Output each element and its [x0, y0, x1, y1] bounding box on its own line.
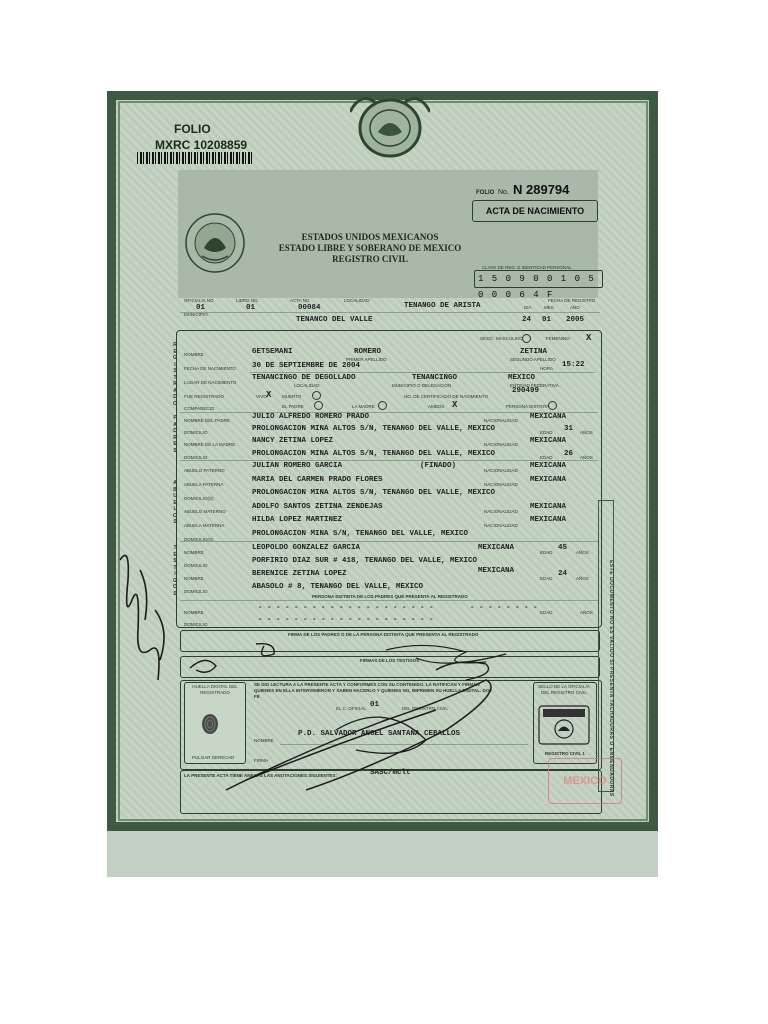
registrado-nombre: GETSEMANI: [252, 348, 293, 356]
municipio-value: TENANCO DEL VALLE: [296, 316, 373, 324]
vivo-label: VIVO: [256, 394, 267, 399]
nacionalidad-label: NACIONALIDAD: [484, 468, 518, 473]
persona-opt: PERSONA DISTINTA: [506, 404, 550, 409]
libro-label: LIBRO NO.: [236, 298, 259, 303]
municipio-label: MUNICIPIO: [184, 312, 208, 317]
oficial-nombre-label: NOMBRE: [254, 738, 274, 743]
lugar-nac-label: LUGAR DE NACIMIENTO: [184, 380, 237, 385]
padres-section-label: P A D R E S: [173, 415, 177, 454]
masculino-label: MASCULINO: [496, 336, 523, 341]
libro-value: 01: [246, 304, 256, 312]
clave-label: CLAVE DE REG. E IDENTIDAD PERSONAL: [482, 265, 572, 270]
anos-label: AÑOS: [576, 576, 589, 581]
ambos-mark: X: [452, 400, 458, 410]
nacionalidad-label: NACIONALIDAD: [484, 418, 518, 423]
divider: [180, 541, 598, 542]
acta-value: 00084: [298, 304, 321, 312]
testigo-nombre-label: NOMBRE: [184, 576, 204, 581]
nacionalidad-label: NACIONALIDAD: [484, 523, 518, 528]
national-seal-top: [350, 92, 430, 162]
ambos-opt: AMBOS: [428, 404, 445, 409]
lugar-entidad: MEXICO: [508, 374, 536, 382]
testigo2-edad: 24: [558, 570, 568, 578]
anos-label: AÑOS: [576, 550, 589, 555]
localidad-label: LOCALIDAD: [344, 298, 370, 303]
testigo2-nac: MEXICANA: [478, 567, 515, 575]
abuelo-materno-label: ABUELO MATERNO: [184, 509, 226, 514]
domicilios-label: DOMICILIO(S): [184, 496, 214, 501]
divider: [180, 600, 598, 601]
folio-no-label: No.: [498, 189, 509, 196]
abuelo-paterno-nac: MEXICANA: [530, 462, 567, 470]
padre-nombre: JULIO ALFREDO ROMERO PRADO: [252, 413, 370, 421]
testigo2-nombre: BERENICE ZETINA LOPEZ: [252, 570, 347, 578]
masculino-checkbox: [522, 334, 531, 343]
padre-domicilio: PROLONGACION MINA ALTOS S/N, TENANGO DEL VALLE, MEXICO: [252, 425, 496, 433]
divider: [180, 312, 600, 313]
abuela-materna-nac: MEXICANA: [530, 516, 567, 524]
abuela-materna-label: ABUELA MATERNA: [184, 523, 225, 528]
abuelo-materno-nac: MEXICANA: [530, 503, 567, 511]
country-title: ESTADOS UNIDOS MEXICANOS: [301, 232, 439, 242]
domicilio-label: DOMICILIO: [184, 455, 208, 460]
primer-apellido-label: PRIMER APELLIDO: [346, 357, 387, 362]
domicilio-maternos: PROLONGACION MINA S/N, TENANGO DEL VALLE, MEXICO: [252, 530, 469, 538]
persona-nombre-label: NOMBRE: [184, 610, 204, 615]
testigos-section-label: T E S T I G O S: [173, 545, 177, 597]
oficialia-label: OFICIALIA NO.: [184, 298, 215, 303]
persona-checkbox: [548, 401, 557, 410]
padre-opt: EL PADRE: [282, 404, 304, 409]
madre-opt: LA MADRE: [352, 404, 375, 409]
anotaciones-label: LA PRESENTE ACTA TIENE ANEXAS LAS ANOTACIONES SIGUIENTES:: [184, 773, 338, 778]
red-stamp: MEXICO: [548, 758, 622, 804]
registro-dia: 24: [522, 316, 532, 324]
domicilio-paternos: PROLONGACION MINA ALTOS S/N, TENANGO DEL VALLE, MEXICO: [252, 489, 496, 497]
abuelo-paterno-nota: (FINADO): [420, 462, 457, 470]
oficial-label: EL C. OFICIAL: [336, 706, 366, 711]
overlapping-signatures: [186, 640, 556, 800]
edad-label: EDAD: [540, 610, 553, 615]
abuelo-paterno-label: ABUELO PATERNO: [184, 468, 225, 473]
registro-mes: 01: [542, 316, 552, 324]
state-title: ESTADO LIBRE Y SOBERANO DE MEXICO: [278, 243, 462, 253]
registry-title: REGISTRO CIVIL: [332, 254, 408, 264]
divider: [180, 460, 598, 461]
divider: [250, 372, 595, 373]
mexican-coat-of-arms-icon: [184, 212, 246, 274]
fue-registrado-label: FUE REGISTRADO: [184, 394, 225, 399]
persona-nac-dashes: - - - - - - - -: [470, 604, 538, 612]
comparecio-label: COMPARECIO: [184, 406, 215, 411]
huella-label: HUELLA DIGITAL DEL REGISTRADO: [192, 684, 238, 695]
testigo-nombre-label: NOMBRE: [184, 550, 204, 555]
muerto-label: MUERTO: [282, 394, 302, 399]
testigo1-nac: MEXICANA: [478, 544, 515, 552]
firma-testigos-label: FIRMAS DE LOS TESTIGOS: [360, 658, 420, 663]
muerto-checkbox: [312, 391, 321, 400]
folio-number: N 289794: [513, 182, 570, 197]
acta-label: ACTA NO.: [290, 298, 311, 303]
fecha-nac-value: 30 DE SEPTIEMBRE DE 2004: [252, 362, 361, 370]
firma-label: FIRMA: [254, 758, 268, 763]
nacionalidad-label: NACIONALIDAD: [484, 482, 518, 487]
segundo-apellido-label: SEGUNDO APELLIDO: [510, 357, 556, 362]
entidad-sub: ENTIDAD FEDERATIVA: [510, 383, 559, 388]
lectura-text: SE DIO LECTURA A LA PRESENTE ACTA Y CONFORMES CON SU CONTENIDO, LA RATIFICAN Y FIRMAN QUIENES EN ELLA INTERVINIERON Y SABEN HACERLO Y QUIENES NO, IMPRIMEN SU HUELLA DIGITAL. DOY FE: [254, 682, 493, 699]
localidad-sub: LOCALIDAD: [294, 383, 320, 388]
edad-label: EDAD: [540, 550, 553, 555]
edad-label: EDAD: [540, 576, 553, 581]
padre-edad: 31: [564, 425, 574, 433]
folio-code: MXRC 10208859: [155, 138, 248, 152]
certificado-value: 290499: [512, 387, 540, 395]
abuela-paterna-nac: MEXICANA: [530, 476, 567, 484]
testigo1-domicilio: PORFIRIO DIAZ SUR # 418, TENANGO DEL VALLE, MEXICO: [252, 557, 478, 565]
nacionalidad-label: NACIONALIDAD: [484, 442, 518, 447]
domicilio-label: DOMICILIO: [184, 430, 208, 435]
registro-ano: 2005: [566, 316, 585, 324]
femenino-label: FEMENINO: [546, 336, 570, 341]
anos-label: AÑOS: [580, 610, 593, 615]
validity-note: ESTE DOCUMENTO NO ES VALIDO SI PRESENTA TACHADURAS O ENMENDADURAS: [608, 560, 614, 797]
persona-domicilio-label: DOMICILIO: [184, 622, 208, 627]
persona-nombre-dashes: - - - - - - - - - - - - - - - - - - - -: [258, 604, 434, 612]
madre-nacionalidad: MEXICANA: [530, 437, 567, 445]
fecha-registro-label: FECHA DE REGISTRO: [548, 298, 596, 303]
anos-label: AÑOS: [580, 430, 593, 435]
registrado-section-label: R E G I S T R A D O: [173, 342, 177, 407]
pulgar-label: PULGAR DERECHO: [192, 755, 235, 760]
lugar-municipio: TENANCINGO: [412, 374, 458, 382]
edad-label: EDAD: [540, 455, 553, 460]
testigo1-edad: 45: [558, 544, 568, 552]
barcode: [137, 152, 252, 164]
abuela-paterna-label: ABUELA PATERNA: [184, 482, 224, 487]
vivo-mark: X: [266, 390, 272, 400]
del-registro-label: DEL REGISTRO CIVIL: [402, 706, 448, 711]
testigo-domicilio-label: DOMICILIO: [184, 589, 208, 594]
anotaciones-value: SASC/mclt: [370, 769, 411, 777]
sello-label: SELLO DE LA OFICIALIA DEL REGISTRO CIVIL: [538, 684, 590, 695]
madre-label: NOMBRE DE LA MADRE: [184, 442, 236, 447]
dia-label: DIA: [524, 305, 532, 310]
fecha-nac-label: FECHA DE NACIMIENTO: [184, 366, 236, 371]
municipio-sub: MUNICIPIO O DELEGACION: [392, 383, 452, 388]
hora-value: 15:22: [562, 361, 585, 369]
sexo-label: SEXO:: [480, 336, 494, 341]
sello-text: REGISTRO CIVIL 1: [545, 751, 585, 756]
folio-label: FOLIO: [174, 122, 211, 136]
madre-nombre: NANCY ZETINA LOPEZ: [252, 437, 334, 445]
persona-domicilio-dashes: - - - - - - - - - - - - - - - - - - - -: [258, 616, 434, 624]
testigo2-domicilio: ABASOLO # 8, TENANGO DEL VALLE, MEXICO: [252, 583, 424, 591]
mes-label: MES: [544, 305, 554, 310]
margin-signature: [110, 540, 180, 690]
localidad-value: TENANGO DE ARISTA: [404, 302, 481, 310]
testigo-domicilio-label: DOMICILIO: [184, 563, 208, 568]
padre-nacionalidad: MEXICANA: [530, 413, 567, 421]
madre-checkbox: [378, 401, 387, 410]
abuelo-materno: ADOLFO SANTOS ZETINA ZENDEJAS: [252, 503, 383, 511]
folio-prefix: FOLIO: [476, 190, 495, 196]
testigo1-nombre: LEOPOLDO GONZALEZ GARCIA: [252, 544, 361, 552]
edad-label: EDAD: [540, 430, 553, 435]
nacionalidad-label: NACIONALIDAD: [484, 509, 518, 514]
registrado-segundo-apellido: ZETINA: [520, 348, 548, 356]
madre-edad: 26: [564, 450, 574, 458]
abuelos-section-label: A B U E L O S: [173, 480, 177, 525]
domicilios-label: DOMICILIO(S): [184, 537, 214, 542]
abuela-materna: HILDA LOPEZ MARTINEZ: [252, 516, 343, 524]
hora-label: HORA: [540, 366, 554, 371]
ano-label: AÑO: [570, 305, 580, 310]
oficial-nombre: P.D. SALVADOR ANGEL SANTANA CEBALLOS: [298, 730, 461, 738]
nombre-label: NOMBRE: [184, 352, 204, 357]
abuelo-paterno: JULIAN ROMERO GARCIA: [252, 462, 343, 470]
persona-distinta-label: PERSONA DISTINTA DE LOS PADRES QUE PRESENTA AL REGISTRADO: [312, 594, 468, 599]
clave-value: 1 5 0 9 0 0 1 0 5 0 0 0 6 4 F: [474, 270, 603, 288]
oficialia-value: 01: [196, 304, 206, 312]
padre-label: NOMBRE DEL PADRE: [184, 418, 231, 423]
firma-padres-label: FIRMA DE LOS PADRES O DE LA PERSONA DISTINTA QUE PRESENTA AL REGISTRADO: [288, 632, 479, 637]
abuela-paterna: MARIA DEL CARMEN PRADO FLORES: [252, 476, 383, 484]
femenino-mark: X: [586, 333, 592, 343]
madre-domicilio: PROLONGACION MINA ALTOS S/N, TENANGO DEL VALLE, MEXICO: [252, 450, 496, 458]
registrado-primer-apellido: ROMERO: [354, 348, 382, 356]
lugar-localidad: TENANCINGO DE DEGOLLADO: [252, 374, 356, 382]
document-type: ACTA DE NACIMIENTO: [472, 200, 598, 222]
certificado-label: NO. DE CERTIFICADO DE NACIMIENTO: [404, 394, 489, 399]
scan-margin: [107, 831, 658, 877]
oficial-no: 01: [370, 701, 380, 709]
anos-label: AÑOS: [580, 455, 593, 460]
padre-checkbox: [314, 401, 323, 410]
